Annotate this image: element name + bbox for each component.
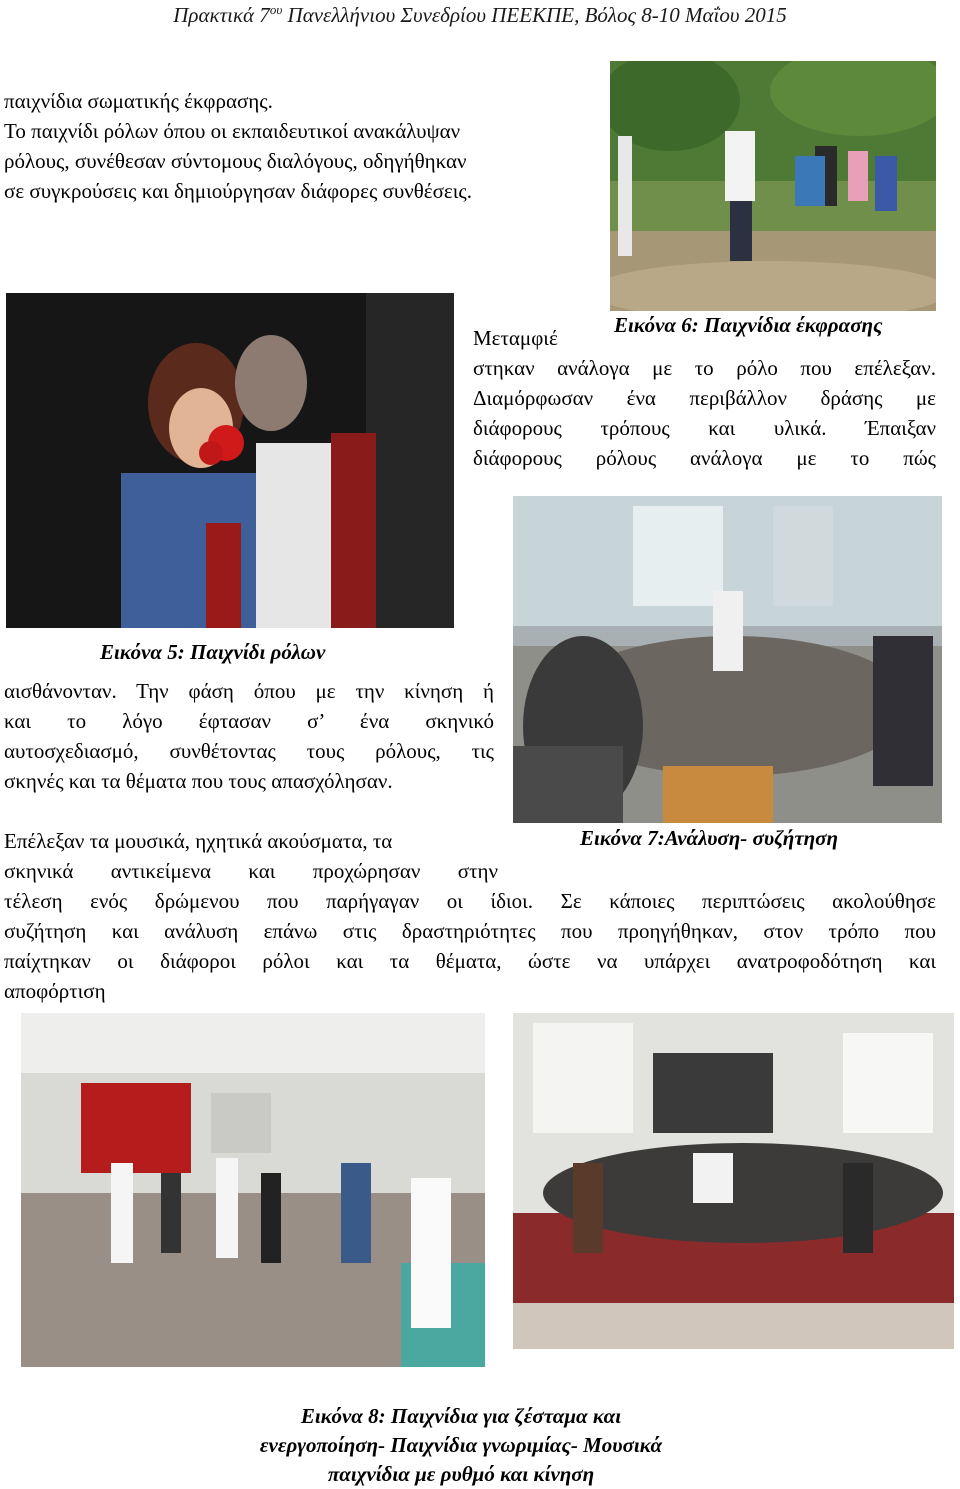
figure-8-photo-left xyxy=(21,1013,485,1367)
figure-8-caption xyxy=(0,1402,922,1489)
paragraph-4-start xyxy=(4,826,498,886)
paragraph-3-line-1: αισθάνονταν. Την φάση όπου με την κίνηση ή xyxy=(4,679,494,703)
paragraph-4-line-6: αποφόρτιση xyxy=(4,979,106,1003)
paragraph-2-line-1: Μεταμφιέ xyxy=(473,326,558,350)
figure-8-caption-line-3: παιχνίδια με ρυθμό και κίνηση xyxy=(327,1462,595,1486)
paragraph-3-line-4: σκηνές και τα θέματα που τους απασχόλησαν. xyxy=(4,769,393,793)
paragraph-3-line-3: αυτοσχεδιασμό, συνθέτοντας τους ρόλους, τις xyxy=(4,739,494,763)
paragraph-4-line-1: Επέλεξαν τα μουσικά, ηχητικά ακούσματα, τα xyxy=(4,829,393,853)
paragraph-4-line-5: παίχτηκαν οι διάφοροι ρόλοι και τα θέματα, ώστε να υπάρχει ανατροφοδότηση και xyxy=(4,949,936,973)
page-header xyxy=(0,2,960,28)
paragraph-3-line-2: και το λόγο έφτασαν σ’ ένα σκηνικό xyxy=(4,709,494,733)
figure-6-caption: Εικόνα 6: Παιχνίδια έκφρασης xyxy=(614,313,883,337)
figure-5-photo xyxy=(6,293,454,628)
figure-8-caption-line-1: Εικόνα 8: Παιχνίδια για ζέσταμα και xyxy=(300,1404,622,1428)
figure-5-caption: Εικόνα 5: Παιχνίδι ρόλων xyxy=(100,640,326,664)
paragraph-4-line-2: σκηνικά αντικείμενα και προχώρησαν στην xyxy=(4,859,498,883)
paragraph-2-line-3: Διαμόρφωσαν ένα περιβάλλον δράσης με xyxy=(473,386,936,410)
paragraph-1-line-3: ρόλους, συνέθεσαν σύντομους διαλόγους, οδηγήθηκαν xyxy=(4,149,467,173)
paragraph-2-line-5: διάφορους ρόλους ανάλογα με το πώς xyxy=(473,446,936,470)
figure-8-caption-line-2: ενεργοποίηση- Παιχνίδια γνωριμίας- Μουσικά xyxy=(259,1433,663,1457)
header-suffix: Πανελλήνιου Συνεδρίου ΠΕΕΚΠΕ, Βόλος 8-10 Μαΐου 2015 xyxy=(282,3,787,27)
figure-6-photo xyxy=(610,61,936,311)
paragraph-4-line-3: τέλεση ενός δρώμενου που παρήγαγαν οι ίδιοι. Σε κάποιες περιπτώσεις ακολούθησε xyxy=(4,889,936,913)
paragraph-4-rest xyxy=(4,886,936,1006)
paragraph-2-line-2: στηκαν ανάλογα με το ρόλο που επέλεξαν. xyxy=(473,356,936,380)
paragraph-1 xyxy=(4,86,590,206)
figure-7-caption: Εικόνα 7:Ανάλυση- συζήτηση xyxy=(580,826,839,850)
figure-8-photo-right xyxy=(513,1013,954,1349)
header-sup: ου xyxy=(269,2,283,17)
paragraph-1-line-2: Το παιχνίδι ρόλων όπου οι εκπαιδευτικοί ανακάλυψαν xyxy=(4,119,461,143)
paragraph-2 xyxy=(473,323,936,473)
paragraph-1-line-4: σε συγκρούσεις και δημιούργησαν διάφορες συνθέσεις. xyxy=(4,179,472,203)
paragraph-1-line-1: παιχνίδια σωματικής έκφρασης. xyxy=(4,89,273,113)
paragraph-2-line-4: διάφορους τρόπους και υλικά. Έπαιξαν xyxy=(473,416,936,440)
figure-7-photo xyxy=(513,496,942,823)
paragraph-4-line-4: συζήτηση και ανάλυση επάνω στις δραστηριότητες που προηγήθηκαν, στον τρόπο που xyxy=(4,919,936,943)
header-prefix: Πρακτικά 7 xyxy=(173,3,270,27)
paragraph-3 xyxy=(4,676,494,796)
